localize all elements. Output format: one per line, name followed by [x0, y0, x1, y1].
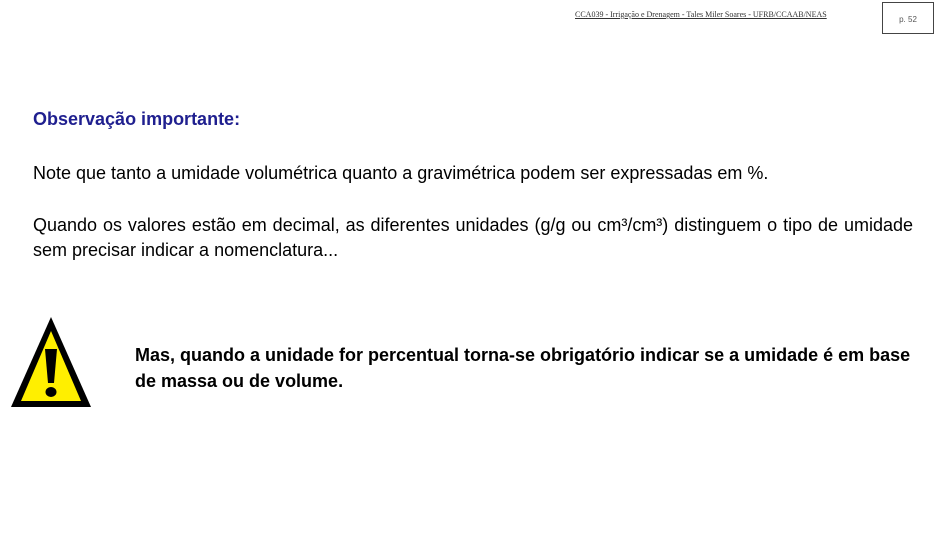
warning-triangle-icon — [6, 311, 96, 411]
course-header-text: CCA039 - Irrigação e Drenagem - Tales Miler Soares - UFRB/CCAAB/NEAS — [575, 10, 827, 19]
section-heading: Observação importante: — [33, 109, 241, 129]
page-number-box — [882, 2, 934, 34]
warning-message: Mas, quando a unidade for percentual torna-se obrigatório indicar se a umidade é em base de massa ou de volume. — [135, 345, 911, 391]
page-number: p. 52 — [899, 15, 917, 24]
paragraph-units-percent: Note que tanto a umidade volumétrica quanto a gravimétrica podem ser expressadas em %. — [33, 163, 769, 183]
paragraph-decimal-units: Quando os valores estão em decimal, as diferentes unidades (g/g ou cm³/cm³) distinguem o tipo de umidade sem precisar indicar a nomenclatura... — [33, 215, 913, 260]
